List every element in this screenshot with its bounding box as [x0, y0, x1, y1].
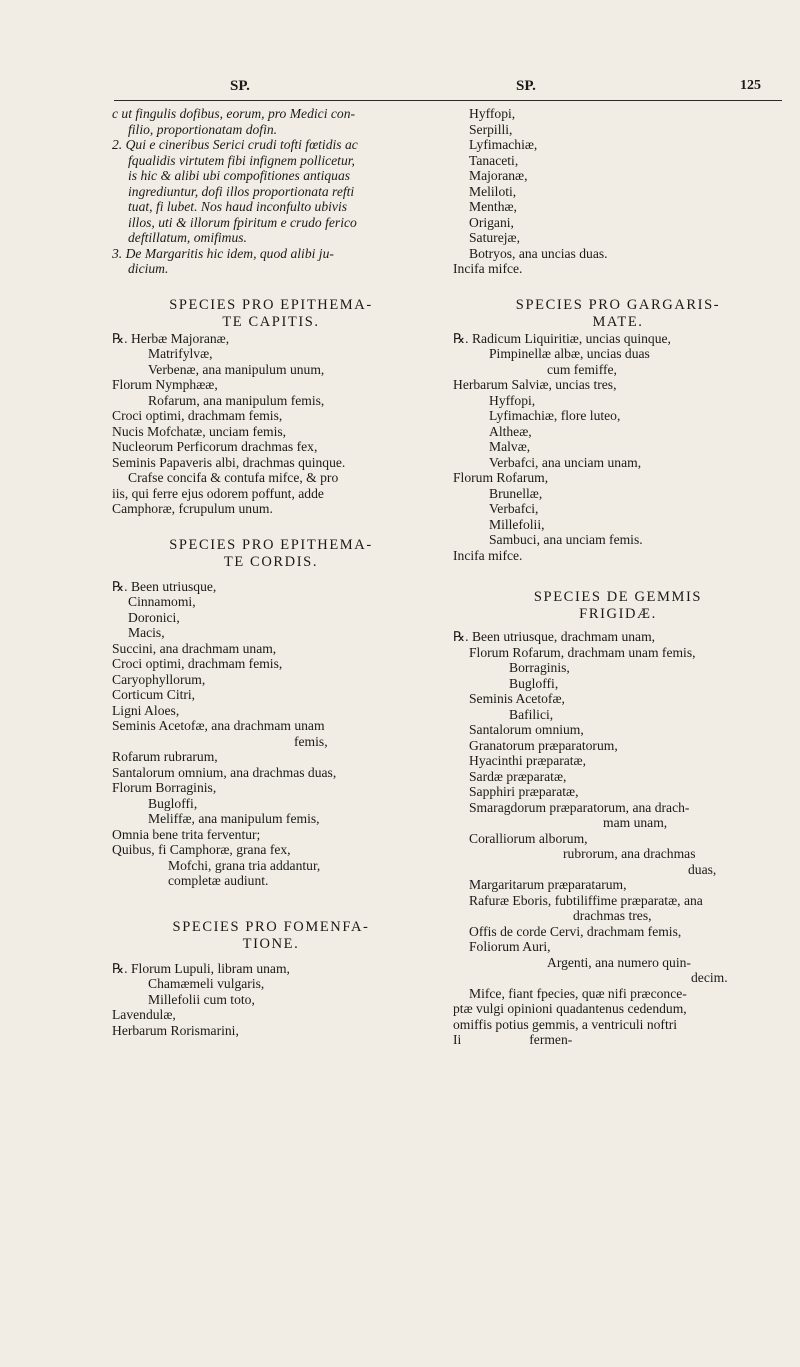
- recipe-line: Caryophyllorum,: [112, 671, 206, 687]
- recipe-line: Pimpinellæ albæ, uncias duas: [489, 346, 650, 361]
- heading-line: SPECIES PRO FOMENFA-: [172, 918, 370, 935]
- recipe-line: Incifa mifce.: [453, 547, 523, 563]
- section-heading: [453, 297, 783, 331]
- note-line: fqualidis virtutem fibi infignem pollicetur,: [128, 152, 355, 168]
- recipe-line: Bafilici,: [509, 706, 554, 722]
- recipe-line: Chamæmeli vulgaris,: [148, 976, 265, 991]
- recipe-line: Millefolii cum toto,: [148, 991, 255, 1007]
- recipe-line: Seminis Acetofæ, ana drachmam unam: [112, 718, 325, 733]
- recipe-line: mam unam,: [603, 815, 668, 830]
- note-line: tuat, fi lubet. Nos haud inconfulto ubivis: [128, 199, 348, 214]
- page-number: 125: [740, 78, 761, 93]
- header-right: SP.: [516, 78, 536, 94]
- note-line: ingrediuntur, dofi illos proportionata refti: [128, 183, 355, 199]
- recipe-line: ℞. Herbæ Majoranæ,: [112, 330, 230, 346]
- recipe-line: Offis de corde Cervi, drachmam femis,: [469, 923, 682, 939]
- left-column: [112, 106, 430, 1038]
- recipe-line: Altheæ,: [489, 423, 532, 439]
- recipe-line: Florum Rofarum,: [453, 470, 549, 485]
- recipe-line: Mifce, fiant fpecies, quæ nifi præconce-: [469, 985, 687, 1001]
- recipe-line: Rafuræ Eboris, fubtiliffime præparatæ, ana: [469, 892, 703, 908]
- recipe-line: Bugloffi,: [509, 675, 559, 691]
- recipe-line: Smaragdorum præparatorum, ana drach-: [469, 799, 690, 815]
- recipe-line: ℞. Been utriusque, drachmam unam,: [453, 629, 656, 644]
- recipe-line: Nucis Mofchatæ, unciam femis,: [112, 423, 287, 439]
- recipe-epithemate-cordis: [112, 579, 430, 889]
- recipe-line: Meliloti,: [469, 183, 517, 199]
- note-line: 2. Qui e cineribus Serici crudi tofti fœtidis ac: [112, 137, 358, 152]
- notes-block: [112, 106, 430, 277]
- note-line: dicium.: [128, 261, 169, 276]
- recipe-line: Lavendulæ,: [112, 1007, 176, 1022]
- heading-line: MATE.: [592, 313, 644, 330]
- recipe-line: Menthæ,: [469, 199, 517, 214]
- recipe-line: Origani,: [469, 214, 514, 230]
- note-line: is hic & alibi ubi compofitiones antiquas: [128, 168, 351, 183]
- note-line: filio, proportionatam dofin.: [128, 121, 278, 137]
- recipe-line: Botryos, ana uncias duas.: [469, 245, 608, 261]
- recipe-line: Ligni Aloes,: [112, 702, 180, 718]
- header-left: SP.: [230, 78, 250, 94]
- recipe-line: Sardæ præparatæ,: [469, 768, 567, 784]
- recipe-line: Serpilli,: [469, 121, 513, 137]
- note-line: c ut fingulis dofibus, eorum, pro Medici con-: [112, 106, 356, 121]
- recipe-line: Millefolii,: [489, 516, 545, 532]
- note-line: deftillatum, omifimus.: [128, 230, 247, 245]
- recipe-line: ℞. Radicum Liquiritiæ, uncias quinque,: [453, 330, 671, 346]
- heading-line: SPECIES DE GEMMIS: [533, 589, 703, 605]
- recipe-line: Verbenæ, ana manipulum unum,: [148, 361, 325, 377]
- recipe-line: iis, qui ferre ejus odorem poffunt, adde: [112, 485, 324, 501]
- section-heading: [453, 589, 783, 623]
- recipe-line: Camphoræ, fcrupulum unum.: [112, 501, 273, 516]
- right-column: [453, 106, 783, 1048]
- recipe-line: Florum Nymphææ,: [112, 377, 218, 392]
- recipe-line: Florum Rofarum, drachmam unam femis,: [469, 644, 696, 660]
- recipe-line: drachmas tres,: [573, 908, 652, 923]
- recipe-line: Brunellæ,: [489, 485, 543, 501]
- recipe-line: Hyacinthi præparatæ,: [469, 753, 587, 768]
- recipe-line: Bugloffi,: [148, 795, 198, 811]
- heading-line: SPECIES PRO EPITHEMA-: [169, 296, 373, 313]
- recipe-line: Macis,: [128, 625, 165, 640]
- recipe-line: Santalorum omnium,: [469, 722, 584, 737]
- recipe-line: cum femiffe,: [547, 361, 617, 377]
- recipe-line: Seminis Papaveris albi, drachmas quinque.: [112, 454, 346, 470]
- recipe-line: Malvæ,: [489, 439, 531, 454]
- recipe-line: Sapphiri præparatæ,: [469, 784, 579, 799]
- recipe-line: Verbafci, ana unciam unam,: [489, 454, 642, 470]
- recipe-line: Verbafci,: [489, 501, 539, 516]
- heading-line: TIONE.: [242, 935, 300, 952]
- recipe-line: Herbarum Rorismarini,: [112, 1022, 239, 1038]
- recipe-line: Crafse concifa & contufa mifce, & pro: [128, 470, 339, 485]
- recipe-line: Lyfimachiæ,: [469, 137, 538, 152]
- recipe-line: Florum Borraginis,: [112, 780, 217, 795]
- recipe-line: Succini, ana drachmam unam,: [112, 640, 277, 656]
- recipe-line: femis,: [294, 733, 328, 749]
- recipe-line: Hyffopi,: [469, 106, 516, 121]
- recipe-line: Meliffæ, ana manipulum femis,: [148, 811, 320, 826]
- running-header: [0, 78, 800, 98]
- header-rule: [114, 100, 782, 101]
- recipe-line: Tanaceti,: [469, 152, 519, 168]
- recipe-line: ℞. Florum Lupuli, libram unam,: [112, 960, 290, 976]
- recipe-line: Foliorum Auri,: [469, 939, 551, 954]
- recipe-de-gemmis: [453, 629, 783, 1048]
- note-line: 3. De Margaritis hic idem, quod alibi ju-: [112, 245, 334, 261]
- heading-line: SPECIES PRO GARGARIS-: [515, 296, 721, 313]
- recipe-line: Rofarum, ana manipulum femis,: [148, 392, 325, 408]
- recipe-epithemate-capitis: [112, 331, 430, 517]
- recipe-line: Santalorum omnium, ana drachmas duas,: [112, 764, 337, 780]
- recipe-line: omiffis potius gemmis, a ventriculi noftri: [453, 1016, 678, 1032]
- section-heading: [112, 537, 430, 571]
- recipe-line: Mofchi, grana tria addantur,: [168, 857, 321, 873]
- recipe-line: duas,: [688, 861, 717, 877]
- section-heading: [112, 919, 430, 953]
- recipe-line: Matrifylvæ,: [148, 346, 213, 361]
- recipe-line: Croci optimi, drachmam femis,: [112, 656, 283, 671]
- heading-line: FRIGIDÆ.: [579, 606, 657, 622]
- recipe-fomentatione: [112, 961, 430, 1039]
- recipe-line: Argenti, ana numero quin-: [547, 954, 691, 970]
- recipe-line: Lyfimachiæ, flore luteo,: [489, 408, 621, 423]
- heading-line: TE CORDIS.: [223, 553, 319, 570]
- recipe-line: Quibus, fi Camphoræ, grana fex,: [112, 842, 291, 857]
- section-heading: [112, 297, 430, 331]
- recipe-line: Cinnamomi,: [128, 594, 196, 609]
- recipe-line: Corticum Citri,: [112, 687, 196, 702]
- recipe-line: Rofarum rubrarum,: [112, 749, 218, 764]
- recipe-continued: [453, 106, 783, 277]
- recipe-line: Croci optimi, drachmam femis,: [112, 408, 283, 423]
- recipe-line: Doronici,: [128, 609, 180, 625]
- recipe-line: Coralliorum alborum,: [469, 830, 588, 846]
- recipe-line: Majoranæ,: [469, 168, 528, 183]
- recipe-line: Hyffopi,: [489, 392, 536, 408]
- recipe-line: Nucleorum Perficorum drachmas fex,: [112, 439, 318, 454]
- recipe-line: ptæ vulgi opinioni quadantenus cedendum,: [453, 1001, 687, 1016]
- recipe-line: Granatorum præparatorum,: [469, 737, 618, 753]
- recipe-line: Herbarum Salviæ, uncias tres,: [453, 377, 617, 392]
- recipe-line: Incifa mifce.: [453, 261, 523, 276]
- heading-line: SPECIES PRO EPITHEMA-: [169, 536, 373, 553]
- catchword-line: Ii fermen-: [453, 1032, 573, 1047]
- recipe-line: rubrorum, ana drachmas: [563, 846, 696, 861]
- note-line: illos, uti & illorum fpiritum e crudo ferico: [128, 214, 357, 230]
- recipe-line: Sambuci, ana unciam femis.: [489, 532, 643, 547]
- recipe-line: Seminis Acetofæ,: [469, 691, 565, 706]
- recipe-line: decim.: [691, 970, 728, 985]
- recipe-line: completæ audiunt.: [168, 873, 269, 888]
- recipe-line: Margaritarum præparatarum,: [469, 877, 627, 892]
- recipe-line: Omnia bene trita ferventur;: [112, 826, 261, 842]
- recipe-gargarismate: [453, 331, 783, 564]
- heading-line: TE CAPITIS.: [222, 313, 320, 330]
- recipe-line: ℞. Been utriusque,: [112, 578, 217, 594]
- recipe-line: Borraginis,: [509, 660, 570, 675]
- recipe-line: Saturejæ,: [469, 230, 520, 245]
